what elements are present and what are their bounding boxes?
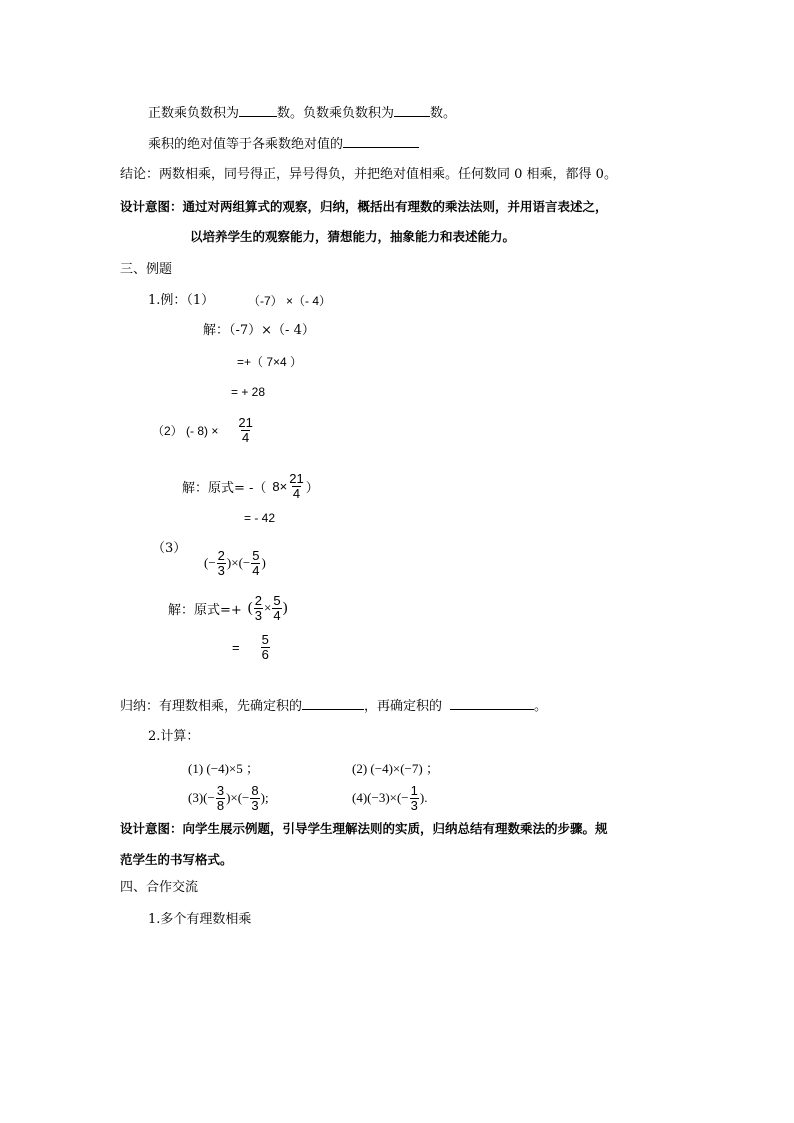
example-1-heading: 1.例：（1）	[148, 293, 215, 308]
fraction-denominator: 3	[251, 797, 259, 813]
example-3-heading: （3）	[152, 541, 187, 556]
fraction-numerator: 1	[410, 782, 418, 798]
math-symbol: ×	[264, 600, 272, 615]
summary-line	[120, 697, 547, 715]
fraction	[410, 784, 419, 813]
text-segment: 归纳：有理数相乘，先确定积的	[120, 699, 303, 714]
section-heading-examples: 三、例题	[120, 262, 173, 277]
example-3-solution	[168, 588, 288, 628]
example-2-heading: （2） (- 8) ×	[152, 423, 219, 438]
math-symbol: (	[247, 599, 253, 616]
text-segment: 正数乘负数积为	[148, 106, 240, 121]
calc-problem-1: (1) (−4)×5 ；	[188, 761, 259, 776]
fraction-numerator: 5	[273, 592, 281, 608]
math-symbol: )	[261, 555, 266, 570]
fraction-numerator: 3	[216, 782, 225, 798]
fraction-numerator: 2	[217, 547, 225, 563]
math-symbol: (−	[204, 555, 216, 570]
fraction-denominator: 4	[252, 562, 260, 578]
design-intent-2-line-2: 范学生的书写格式。	[120, 852, 233, 867]
blank-line	[450, 697, 534, 710]
fraction-numerator: 21	[289, 470, 304, 486]
fraction	[217, 549, 226, 578]
blank-line	[394, 104, 430, 117]
math-symbol: );	[260, 790, 269, 805]
fraction-denominator: 3	[410, 797, 418, 813]
fraction	[272, 594, 281, 623]
fraction-denominator: 4	[241, 429, 250, 445]
fraction-denominator: 4	[292, 485, 301, 501]
calc-problem-3	[188, 780, 269, 816]
calc-heading: 2.计算：	[148, 729, 200, 744]
math-symbol: (4)(−3)×(−	[352, 790, 409, 805]
fraction-numerator: 8	[251, 782, 259, 798]
example-1-expression: （-7） ×（- 4）	[248, 294, 332, 308]
fraction-denominator: 8	[216, 797, 225, 813]
math-symbol: =	[232, 639, 240, 655]
math-symbol: )×(−	[226, 555, 251, 570]
text-segment: 乘积的绝对值等于各乘数绝对值的	[148, 137, 344, 152]
fraction	[254, 594, 263, 623]
fraction	[237, 416, 253, 445]
blank-line	[302, 697, 364, 710]
example-3-result	[232, 627, 271, 667]
fraction-denominator: 3	[217, 562, 225, 578]
example-2-expression	[152, 410, 255, 450]
text-segment: 。	[534, 699, 548, 714]
blank-line	[343, 135, 419, 148]
math-symbol: )×(−	[226, 790, 250, 805]
design-intent-2-line-1: 设计意图：向学生展示例题，引导学生理解法则的实质，归纳总结有理数乘法的步骤。规	[120, 821, 608, 836]
text-segment: ，再确定积的	[364, 699, 443, 714]
example-1-solution-step-2: =+（ 7×4 ）	[237, 355, 303, 369]
fraction	[288, 472, 304, 501]
fraction-denominator: 4	[273, 607, 281, 623]
fraction-denominator: 3	[254, 607, 263, 623]
text-segment: 数。	[430, 106, 457, 121]
fraction-numerator: 5	[252, 547, 260, 563]
item-multiple-rational-multiplication: 1.多个有理数相乘	[148, 912, 252, 927]
example-2-solution	[182, 466, 319, 506]
math-symbol: ).	[419, 790, 428, 805]
math-symbol: )	[282, 599, 288, 616]
design-intent-1-line-2: 以培养学生的观察能力，猜想能力，抽象能力和表述能力。	[190, 229, 516, 244]
blank-line	[239, 104, 277, 117]
calc-problem-4	[352, 780, 427, 816]
fraction	[250, 784, 259, 813]
fraction-denominator: 6	[261, 646, 269, 662]
solution-prefix: 解：原式=+	[168, 602, 242, 618]
math-symbol: (3)(−	[188, 790, 215, 805]
fraction-numerator: 5	[261, 631, 269, 647]
calc-problem-2: (2) (−4)×(−7) ；	[352, 761, 439, 776]
fill-in-line-2	[148, 135, 419, 153]
fraction-numerator: 2	[254, 592, 263, 608]
fraction-numerator: 21	[238, 414, 253, 430]
fraction	[261, 633, 270, 662]
solution-suffix: ）	[305, 480, 319, 496]
fill-in-line-1	[148, 104, 456, 122]
example-1-solution-step-3: = + 28	[231, 385, 266, 399]
solution-prefix: 解：原式= -（	[182, 480, 267, 496]
conclusion-text: 结论：两数相乘，同号得正，异号得负，并把绝对值相乘。任何数同 0 相乘，都得 0。	[120, 167, 617, 182]
section-heading-cooperation: 四、合作交流	[120, 880, 199, 895]
example-3-expression	[204, 545, 266, 581]
design-intent-1-line-1: 设计意图：通过对两组算式的观察，归纳，概括出有理数的乘法法则，并用语言表述之，	[120, 199, 608, 214]
solution-factor: 8×	[272, 478, 288, 494]
fraction	[216, 784, 225, 813]
text-segment: 数。负数乘负数积为	[277, 106, 395, 121]
fraction	[251, 549, 260, 578]
example-2-result: = - 42	[244, 511, 276, 525]
example-1-solution-step-1: 解：（-7）×（- 4）	[203, 323, 315, 338]
